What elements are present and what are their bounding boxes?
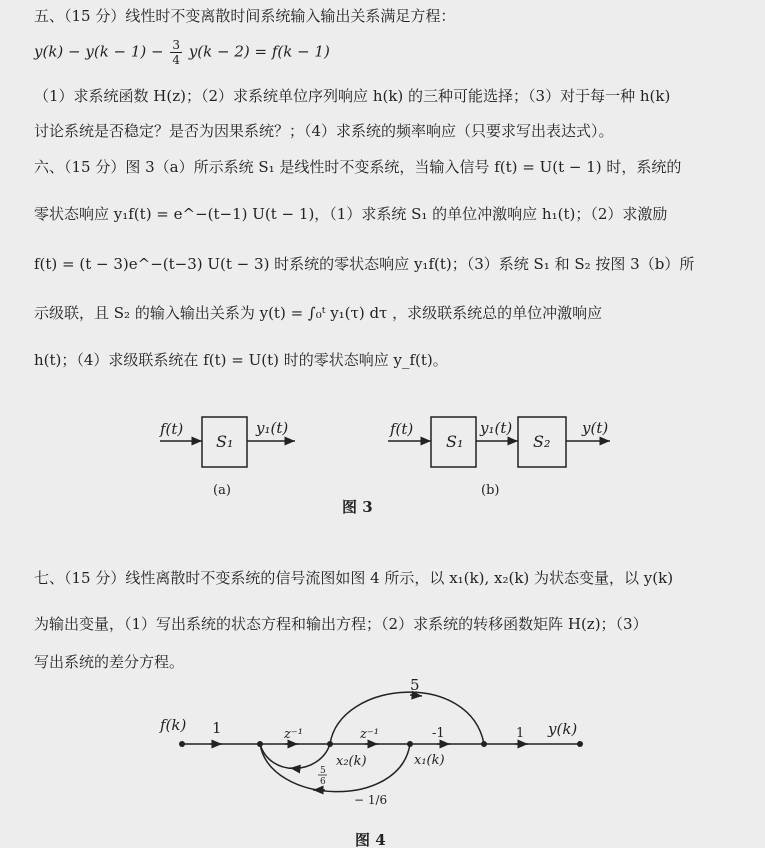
- fig4-delay2: z⁻¹: [360, 727, 379, 742]
- fig4-top-branch: [330, 692, 484, 744]
- fig3a-input-label: f(t): [160, 420, 184, 438]
- fig4-top-arrow: [410, 695, 422, 696]
- fig4-feedback-2: [260, 744, 410, 792]
- fig4-feedback-1: [260, 744, 330, 768]
- problem5-header: 五、（15 分）线性时不变离散时间系统输入输出关系满足方程：: [34, 7, 456, 25]
- fig3b-caption: (b): [481, 483, 500, 498]
- fig4-gain-in: 1: [212, 719, 222, 737]
- fig4-gain-out: 1: [516, 726, 525, 741]
- equation-left: y(k) − y(k − 1) −: [34, 42, 169, 61]
- problem6-line4: 示级联，且 S₂ 的输入输出关系为 y(t) = ∫₀ᵗ y₁(τ) dτ ，求级联系统总的单位冲激响应: [34, 304, 603, 322]
- fraction-numerator: 3: [172, 38, 181, 52]
- problem7-line1: 七、（15 分）线性离散时不变系统的信号流图如图 4 所示，以 x₁(k), x₂(k) 为状态变量，以 y(k): [34, 569, 674, 587]
- fig4-input-label: f(k): [160, 716, 187, 734]
- fig3b-block2-label: S₂: [533, 432, 551, 451]
- figure3-caption: 图 3: [342, 498, 373, 516]
- fig3b-input-label: f(t): [390, 420, 414, 438]
- problem6-line2: 零状态响应 y₁f(t) = e^−(t−1) U(t − 1)，（1）求系统 S₁ 的单位冲激响应 h₁(t)；（2）求激励: [34, 205, 668, 223]
- fig4-node-input: [179, 741, 185, 747]
- fig4-state2: x₂(k): [336, 754, 367, 769]
- fig4-fb2-label: − 1/6: [354, 793, 388, 807]
- problem6-line5: h(t)；（4）求级联系统在 f(t) = U(t) 时的零状态响应 y_f(t)。: [34, 351, 448, 369]
- fig4-delay1: z⁻¹: [284, 727, 303, 742]
- fig4-feedback1-arrow: [290, 768, 300, 769]
- problem5-questions-2: 讨论系统是否稳定？是否为因果系统？；（4）求系统的频率响应（只要求写出表达式）。: [34, 122, 614, 140]
- equation-right: y(k − 2) = f(k − 1): [184, 42, 330, 61]
- fig4-state1: x₁(k): [414, 753, 445, 768]
- problem6-line1: 六、（15 分）图 3（a）所示系统 S₁ 是线性时不变系统，当输入信号 f(t) = U(t − 1) 时，系统的: [34, 158, 682, 176]
- problem7-line3: 写出系统的差分方程。: [34, 653, 185, 671]
- fig3b-mid-label: y₁(t): [480, 419, 513, 437]
- fraction-denominator: 4: [172, 53, 181, 67]
- fig3b-block1-label: S₁: [446, 432, 464, 451]
- fig4-fb1-den: 6: [320, 777, 326, 787]
- fig4-output-label: y(k): [548, 720, 578, 738]
- fig4-gain-m1: -1: [432, 726, 445, 741]
- fig4-fb1-num: 5: [320, 766, 326, 776]
- fig4-node-output: [577, 741, 583, 747]
- fig3b-output-label: y(t): [582, 419, 609, 437]
- fig3a-output-label: y₁(t): [256, 419, 289, 437]
- fig3a-block-label: S₁: [216, 432, 234, 451]
- problem6-line3: f(t) = (t − 3)e^−(t−3) U(t − 3) 时系统的零状态响应 y₁f(t)；（3）系统 S₁ 和 S₂ 按图 3（b）所: [34, 255, 695, 273]
- fig3a-caption: (a): [213, 483, 231, 498]
- problem5-questions-1: （1）求系统函数 H(z)；（2）求系统单位序列响应 h(k) 的三种可能选择；（3）对于每一种 h(k): [34, 87, 671, 105]
- figure4-caption: 图 4: [355, 831, 386, 848]
- problem7-line2: 为输出变量，（1）写出系统的状态方程和输出方程；（2）求系统的转移函数矩阵 H(z)；（3）: [34, 615, 648, 633]
- fig4-gain-top: 5: [410, 676, 420, 694]
